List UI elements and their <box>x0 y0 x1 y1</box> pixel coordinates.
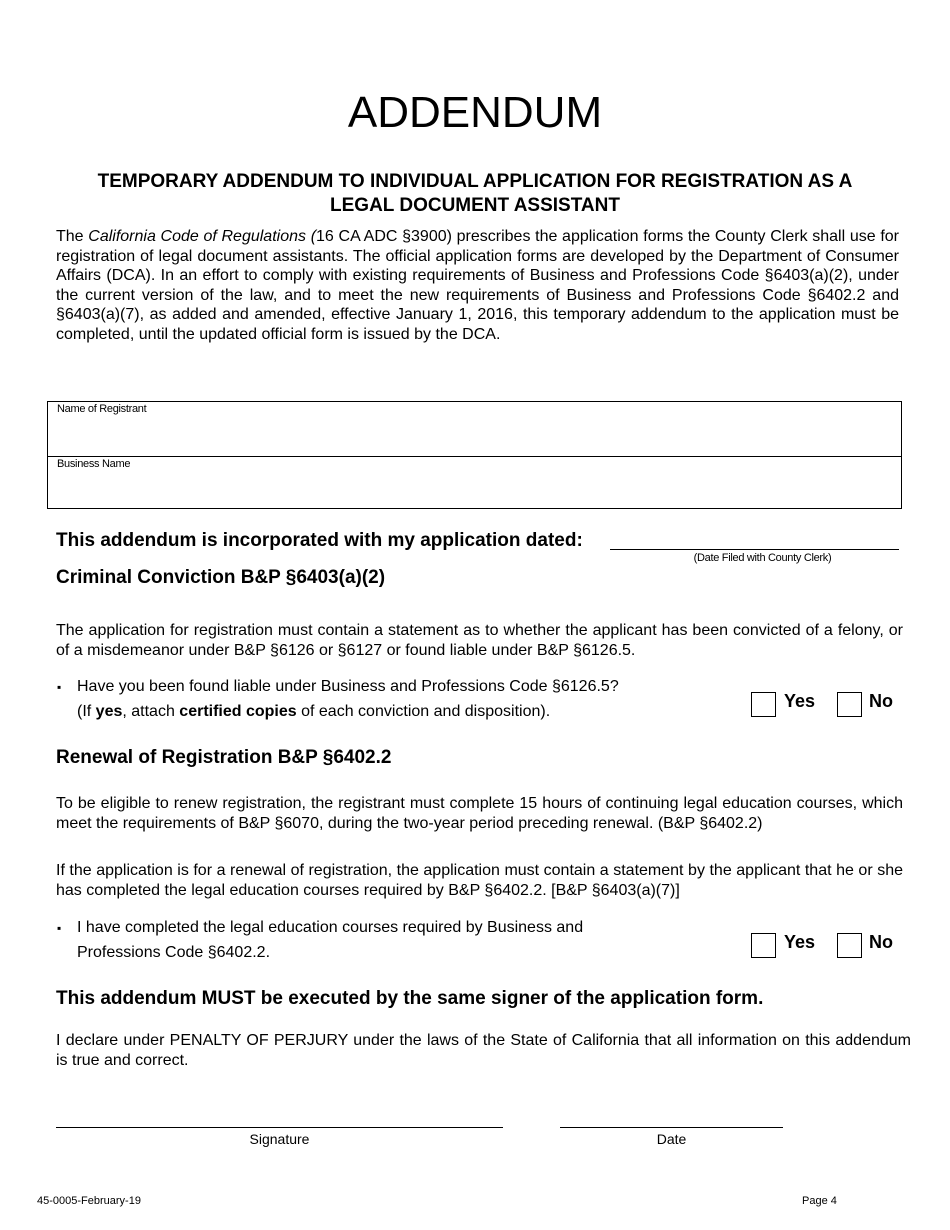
application-date-field[interactable] <box>610 549 899 550</box>
education-no-checkbox[interactable] <box>837 933 862 958</box>
renewal-heading: Renewal of Registration B&P §6402.2 <box>56 747 392 768</box>
perjury-declaration: I declare under PENALTY OF PERJURY under the laws of the State of California that all information on this addendum is true and correct. <box>56 1032 911 1069</box>
liability-question <box>57 674 677 724</box>
intro-prefix: The <box>56 228 89 245</box>
signature-label: Signature <box>249 1131 310 1147</box>
application-dated-statement: This addendum is incorporated with my application dated: <box>56 530 583 551</box>
q2-text-c: , attach <box>122 703 180 720</box>
education-statement-line-2: Professions Code §6402.2. <box>77 944 271 961</box>
renewal-paragraph-2: If the application is for a renewal of registration, the application must contain a statement by the applicant that he or she has completed the legal education courses required by B&P §6402.2. [B&P §6403(a)(7)] <box>56 862 903 899</box>
bullet-icon: ▪ <box>57 680 62 694</box>
page-title: ADDENDUM <box>347 88 603 137</box>
business-name-label: Business Name <box>57 458 131 470</box>
bullet-icon: ▪ <box>57 921 62 935</box>
registrant-name-label: Name of Registrant <box>57 403 147 415</box>
q2-text-e: of each conviction and disposition). <box>296 703 551 720</box>
education-yes-label: Yes <box>784 932 816 952</box>
application-date-caption: (Date Filed with County Clerk) <box>693 552 832 564</box>
business-name-field[interactable] <box>48 456 901 511</box>
signature-date-label: Date <box>656 1131 687 1147</box>
liability-question-line-2 <box>77 699 550 724</box>
subtitle-line-1: TEMPORARY ADDENDUM TO INDIVIDUAL APPLICATION FOR REGISTRATION AS A <box>97 171 853 192</box>
liability-question-line-1: Have you been found liable under Business and Professions Code §6126.5? <box>77 678 619 695</box>
liability-no-checkbox[interactable] <box>837 692 862 717</box>
registrant-name-field[interactable] <box>48 402 901 456</box>
q2-text-a: (If <box>77 703 96 720</box>
education-no-label: No <box>869 932 893 952</box>
signature-field[interactable] <box>56 1127 503 1128</box>
form-code: 45-0005-February-19 <box>37 1195 141 1207</box>
liability-yes-label: Yes <box>784 691 816 711</box>
renewal-paragraph-1: To be eligible to renew registration, the registrant must complete 15 hours of continuing legal education courses, which meet the requirements of B&P §6070, during the two-year period preceding renewal. (B&P §6402.2) <box>56 795 903 832</box>
education-statement <box>57 915 677 965</box>
liability-yes-checkbox[interactable] <box>751 692 776 717</box>
q2-text-yes: yes <box>95 703 123 720</box>
execution-heading: This addendum MUST be executed by the same signer of the application form. <box>56 988 764 1009</box>
education-yes-checkbox[interactable] <box>751 933 776 958</box>
liability-no-label: No <box>869 691 893 711</box>
criminal-conviction-paragraph: The application for registration must contain a statement as to whether the applicant has been convicted of a felony, or of a misdemeanor under B&P §6126 or §6127 or found liable under B&P §6126.5. <box>56 622 903 659</box>
q2-text-certified-copies: certified copies <box>179 703 297 720</box>
registrant-info-box <box>47 401 902 509</box>
subtitle-line-2: LEGAL DOCUMENT ASSISTANT <box>330 195 620 216</box>
intro-rest: 16 CA ADC §3900) prescribes the application forms the County Clerk shall use for registration of legal document assistants. The official application forms are developed by the Department of Consumer Affairs (DCA). In an effort to comply with existing requirements of Business and Professions Code §6403(a)(2), under the current version of the law, and to meet the new requirements of Business and Professions Code §6402.2 and §6403(a)(7), as added and amended, effective January 1, 2016, this temporary addendum to the application must be completed, until the updated official form is issued by the DCA. <box>56 228 900 343</box>
intro-regulation-name: California Code of Regulations ( <box>88 228 317 245</box>
signature-date-field[interactable] <box>560 1127 783 1128</box>
page-number: Page 4 <box>802 1195 837 1207</box>
intro-paragraph <box>56 227 899 344</box>
document-subtitle <box>55 170 895 218</box>
criminal-conviction-heading: Criminal Conviction B&P §6403(a)(2) <box>56 567 386 588</box>
education-statement-line-1: I have completed the legal education courses required by Business and <box>77 919 584 936</box>
